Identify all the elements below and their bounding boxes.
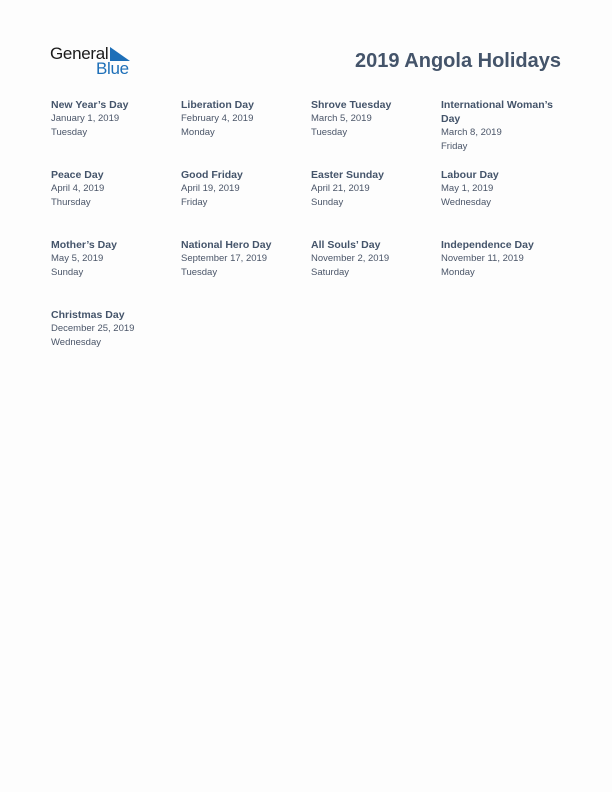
holiday-name: National Hero Day	[181, 239, 272, 251]
holiday-name: Easter Sunday	[311, 169, 384, 181]
holiday-date: January 1, 2019	[51, 113, 120, 124]
holiday-date: November 2, 2019	[311, 253, 390, 264]
holiday-date: May 1, 2019	[441, 183, 494, 194]
holiday-grid	[51, 98, 571, 378]
holiday-date: April 19, 2019	[181, 183, 240, 194]
holiday-item	[311, 168, 441, 238]
holiday-weekday: Friday	[441, 140, 468, 152]
holiday-name: All Souls’ Day	[311, 239, 381, 251]
holiday-name: Mother’s Day	[51, 239, 117, 251]
holiday-item	[51, 168, 181, 238]
holiday-name: Peace Day	[51, 169, 104, 181]
holiday-date: May 5, 2019	[51, 253, 104, 264]
holiday-item	[51, 238, 181, 308]
holiday-name: Labour Day	[441, 169, 499, 181]
holiday-weekday: Thursday	[51, 196, 91, 208]
holiday-weekday: Tuesday	[181, 266, 218, 278]
logo-word-blue: Blue	[96, 59, 129, 78]
holiday-weekday: Sunday	[311, 196, 344, 208]
holiday-item	[51, 308, 181, 378]
holiday-date: April 21, 2019	[311, 183, 370, 194]
holiday-item	[441, 168, 571, 238]
logo-word-general: General	[50, 44, 109, 63]
holiday-item	[181, 98, 311, 168]
holiday-date: April 4, 2019	[51, 183, 105, 194]
holiday-item	[441, 98, 571, 168]
holiday-item	[441, 238, 571, 308]
holiday-weekday: Monday	[441, 266, 475, 278]
holiday-date: March 5, 2019	[311, 113, 372, 124]
holiday-name: Independence Day	[441, 239, 534, 251]
holiday-date: November 11, 2019	[441, 253, 524, 264]
holiday-name: Liberation Day	[181, 99, 254, 111]
holiday-item	[51, 98, 181, 168]
holiday-weekday: Sunday	[51, 266, 84, 278]
holiday-weekday: Tuesday	[51, 126, 88, 138]
holiday-name: Christmas Day	[51, 309, 125, 321]
holiday-name: New Year’s Day	[51, 99, 129, 111]
holiday-name: Good Friday	[181, 169, 243, 181]
holiday-weekday: Tuesday	[311, 126, 348, 138]
holiday-date: February 4, 2019	[181, 113, 254, 124]
page-title: 2019 Angola Holidays	[355, 50, 561, 72]
holiday-weekday: Friday	[181, 196, 208, 208]
holiday-date: September 17, 2019	[181, 253, 268, 264]
holiday-name: International Woman’s Day	[441, 99, 554, 125]
holiday-item	[311, 238, 441, 308]
holiday-item	[181, 238, 311, 308]
holiday-date: December 25, 2019	[51, 323, 135, 334]
holiday-item	[311, 98, 441, 168]
holiday-weekday: Wednesday	[441, 196, 491, 208]
holiday-name: Shrove Tuesday	[311, 99, 392, 111]
holiday-date: March 8, 2019	[441, 127, 502, 138]
holiday-weekday: Wednesday	[51, 336, 101, 348]
generalblue-logo	[50, 44, 140, 78]
holiday-weekday: Saturday	[311, 266, 350, 278]
holiday-item	[181, 168, 311, 238]
holiday-weekday: Monday	[181, 126, 215, 138]
